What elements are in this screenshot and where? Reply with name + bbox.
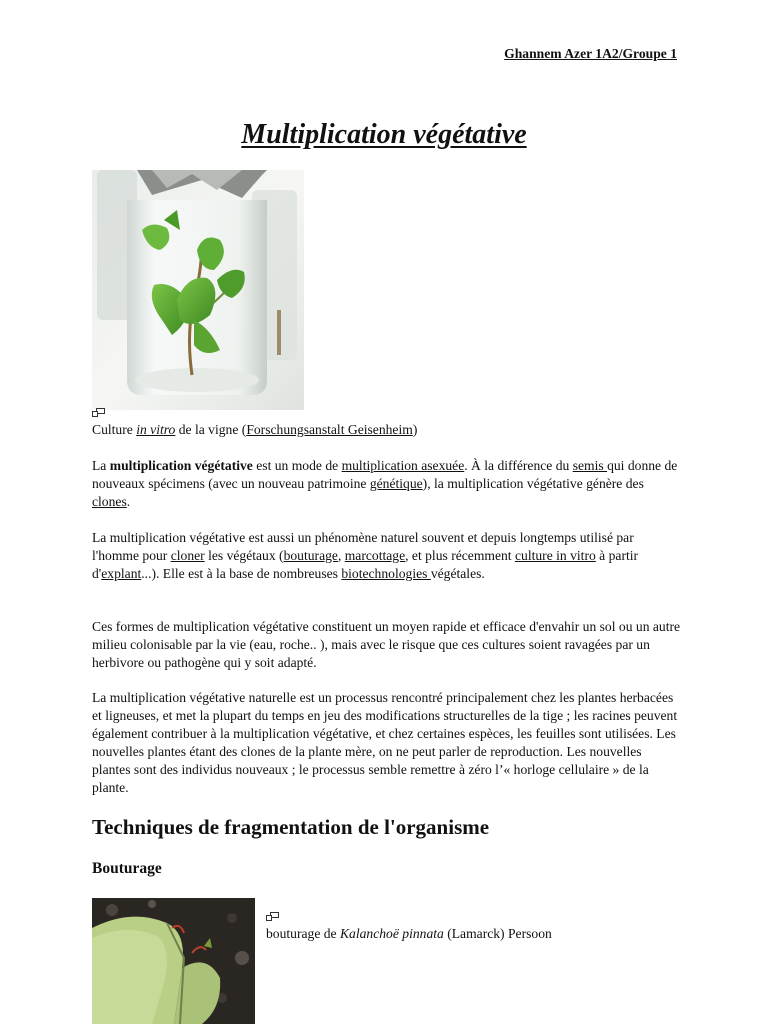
paragraph-text: ,	[337, 548, 345, 563]
cloner-link[interactable]: cloner	[170, 548, 205, 563]
paragraph-text: . À la différence du	[464, 458, 573, 473]
paragraph-text: ), la multiplication végétative génère des	[422, 476, 644, 491]
subsection-heading: Bouturage	[92, 860, 162, 877]
author-header: Ghannem Azer 1A2/Groupe 1	[504, 46, 677, 61]
caption-text: bouturage de	[266, 926, 340, 941]
paragraph-text: La multiplication végétative est aussi un phénomène naturel souvent et depuis longtemps utilisé par l'homme pour	[92, 530, 634, 563]
enlarge-icon[interactable]	[266, 912, 279, 921]
caption-text: de la vigne (	[175, 422, 247, 437]
figure-caption	[266, 925, 552, 943]
paragraph-text: ...). Elle est à la base de nombreuses	[141, 566, 342, 581]
culture-in-vitro-link[interactable]: culture in vitro	[514, 548, 596, 563]
biotechnologies-link[interactable]: biotechnologies	[341, 566, 431, 581]
figure-caption	[92, 421, 417, 439]
paragraph-text: à partir d'	[92, 548, 639, 581]
paragraph-text: La	[92, 458, 110, 473]
invasion-paragraph: Ces formes de multiplication végétative constituent un moyen rapide et efficace d'envahir un sol ou un autre milieu colonisable par la vie (eau, roche.. ), mais avec le risque que ces cultures soient ravagées par un herbivore ou pathogène qui y soit adapté.	[92, 619, 681, 670]
caption-text: )	[412, 422, 418, 437]
caption-text: (Lamarck) Persoon	[443, 926, 552, 941]
paragraph-text: .	[126, 494, 131, 509]
caption-text: Culture	[92, 422, 137, 437]
paragraph-text: est un mode de	[252, 458, 342, 473]
intro-paragraph	[92, 457, 682, 511]
section-heading: Techniques de fragmentation de l'organisme	[92, 815, 490, 839]
in-vitro-plant-image	[92, 170, 304, 410]
genetique-link[interactable]: génétique	[369, 476, 423, 491]
semis-link[interactable]: semis	[572, 458, 608, 473]
kalanchoe-cutting-image	[92, 898, 255, 1024]
document-title: Multiplication végétative	[241, 119, 527, 150]
paragraph-text: les végétaux (	[204, 548, 284, 563]
paragraph-text: qui donne de nouveaux spécimens (avec un nouveau patrimoine	[92, 458, 678, 491]
geisenheim-link[interactable]: Forschungsanstalt Geisenheim	[246, 422, 413, 437]
bold-term: multiplication végétative	[109, 458, 253, 473]
marcottage-link[interactable]: marcottage	[344, 548, 406, 563]
enlarge-icon[interactable]	[92, 408, 105, 417]
in-vitro-link[interactable]: in vitro	[136, 422, 176, 437]
paragraph-text: , et plus récemment	[405, 548, 515, 563]
species-name: Kalanchoë pinnata	[339, 926, 444, 941]
natural-process-paragraph: La multiplication végétative naturelle est un processus rencontré principalement chez les plantes herbacées et ligneuses, et met la plupart du temps en jeu des modifications structurelles de la tige ; les racines peuvent également contribuer à la multiplication végétative, et chez certaines espèces, les feuilles sont utilisées. Les nouvelles plantes étant des clones de la plante mère, on ne peut parler de reproduction. Les nouvelles plantes sont des individus nouveaux ; le processus semble remettre à zéro l’« horloge cellulaire » de la plante.	[92, 690, 678, 795]
asexual-multiplication-link[interactable]: multiplication asexuée	[341, 458, 465, 473]
clones-link[interactable]: clones	[92, 494, 127, 509]
explant-link[interactable]: explant	[101, 566, 142, 581]
natural-phenomenon-paragraph	[92, 529, 682, 583]
paragraph-text: végétales.	[430, 566, 485, 581]
bouturage-link[interactable]: bouturage	[283, 548, 338, 563]
